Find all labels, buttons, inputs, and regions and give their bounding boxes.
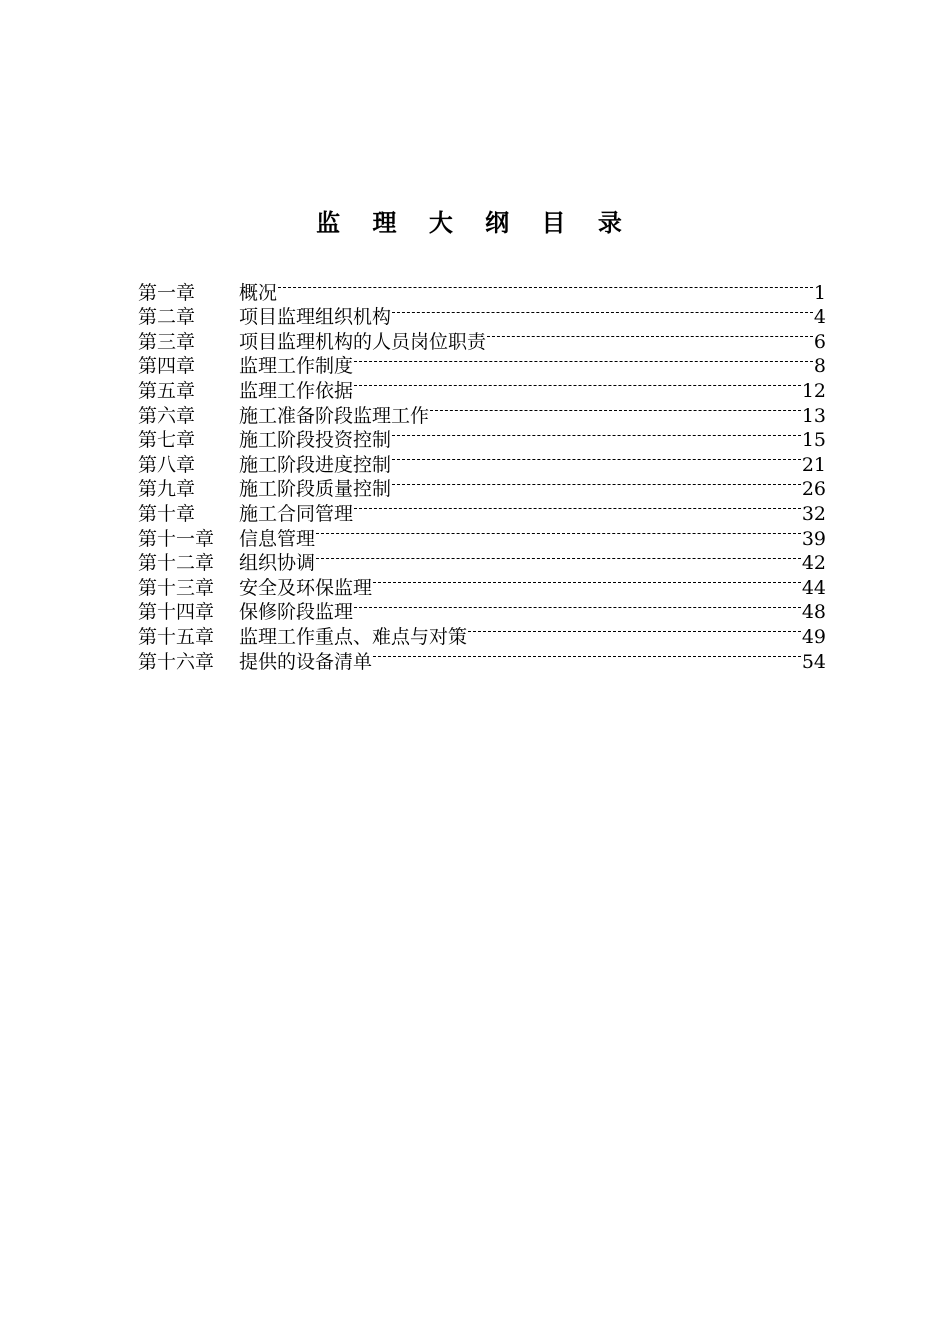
toc-chapter-number: 第八章: [138, 453, 196, 476]
toc-page-number: 54: [801, 650, 826, 673]
toc-chapter-number: 第十二章: [138, 552, 215, 575]
toc-chapter-title: 施工阶段进度控制: [239, 453, 392, 476]
toc-page-number: 49: [801, 625, 826, 648]
table-of-contents: [138, 274, 826, 673]
toc-chapter-number: 第三章: [138, 330, 196, 353]
toc-chapter-title: 安全及环保监理: [239, 576, 373, 599]
toc-chapter-number: 第十章: [138, 502, 196, 525]
toc-chapter-title: 保修阶段监理: [239, 601, 354, 624]
toc-page-number: 8: [813, 355, 826, 378]
toc-page-number: 15: [801, 429, 826, 452]
toc-dot-leader: [487, 323, 813, 348]
toc-chapter-title: 施工合同管理: [239, 502, 354, 525]
toc-chapter-title: 监理工作重点、难点与对策: [239, 625, 468, 648]
toc-chapter-number: 第十一章: [138, 527, 215, 550]
toc-chapter-title: 监理工作依据: [239, 379, 354, 402]
toc-page-number: 1: [813, 281, 826, 304]
toc-chapter-title: 施工阶段质量控制: [239, 478, 392, 501]
toc-dot-leader: [392, 446, 801, 471]
toc-dot-leader: [373, 643, 801, 668]
toc-page-number: 42: [801, 552, 826, 575]
toc-chapter-number: 第四章: [138, 355, 196, 378]
toc-entry[interactable]: [138, 274, 826, 304]
toc-page-number: 44: [801, 576, 826, 599]
toc-dot-leader: [392, 471, 801, 496]
toc-dot-leader: [316, 520, 801, 545]
toc-chapter-number: 第五章: [138, 379, 196, 402]
toc-chapter-number: 第十三章: [138, 576, 215, 599]
toc-dot-leader: [430, 397, 801, 422]
toc-chapter-number: 第九章: [138, 478, 196, 501]
toc-dot-leader: [354, 372, 801, 397]
toc-chapter-title: 概况: [239, 281, 278, 304]
toc-chapter-title: 项目监理组织机构: [239, 306, 392, 329]
toc-dot-leader: [468, 618, 801, 643]
toc-chapter-number: 第六章: [138, 404, 196, 427]
toc-page-number: 32: [801, 502, 826, 525]
toc-dot-leader: [354, 594, 801, 619]
toc-chapter-title: 监理工作制度: [239, 355, 354, 378]
toc-dot-leader: [278, 274, 813, 299]
toc-dot-leader: [354, 348, 813, 373]
toc-chapter-title: 项目监理机构的人员岗位职责: [239, 330, 487, 353]
toc-chapter-title: 组织协调: [239, 552, 316, 575]
toc-chapter-title: 施工准备阶段监理工作: [239, 404, 430, 427]
toc-page-number: 39: [801, 527, 826, 550]
toc-dot-leader: [373, 569, 801, 594]
toc-chapter-title: 施工阶段投资控制: [239, 429, 392, 452]
toc-dot-leader: [354, 495, 801, 520]
toc-chapter-number: 第七章: [138, 429, 196, 452]
toc-page-number: 21: [801, 453, 826, 476]
toc-chapter-number: 第十四章: [138, 601, 215, 624]
toc-dot-leader: [316, 545, 801, 570]
toc-page-number: 12: [801, 379, 826, 402]
toc-chapter-number: 第一章: [138, 281, 196, 304]
toc-chapter-title: 提供的设备清单: [239, 650, 373, 673]
toc-page-number: 4: [813, 306, 826, 329]
toc-heading: 监 理 大 纲 目 录: [316, 209, 634, 237]
toc-chapter-number: 第十五章: [138, 625, 215, 648]
toc-page-number: 26: [801, 478, 826, 501]
toc-dot-leader: [392, 299, 813, 324]
toc-page-number: 6: [813, 330, 826, 353]
toc-page-number: 13: [801, 404, 826, 427]
toc-chapter-number: 第二章: [138, 306, 196, 329]
toc-chapter-title: 信息管理: [239, 527, 316, 550]
toc-page-number: 48: [801, 601, 826, 624]
toc-dot-leader: [392, 422, 801, 447]
toc-chapter-number: 第十六章: [138, 650, 215, 673]
